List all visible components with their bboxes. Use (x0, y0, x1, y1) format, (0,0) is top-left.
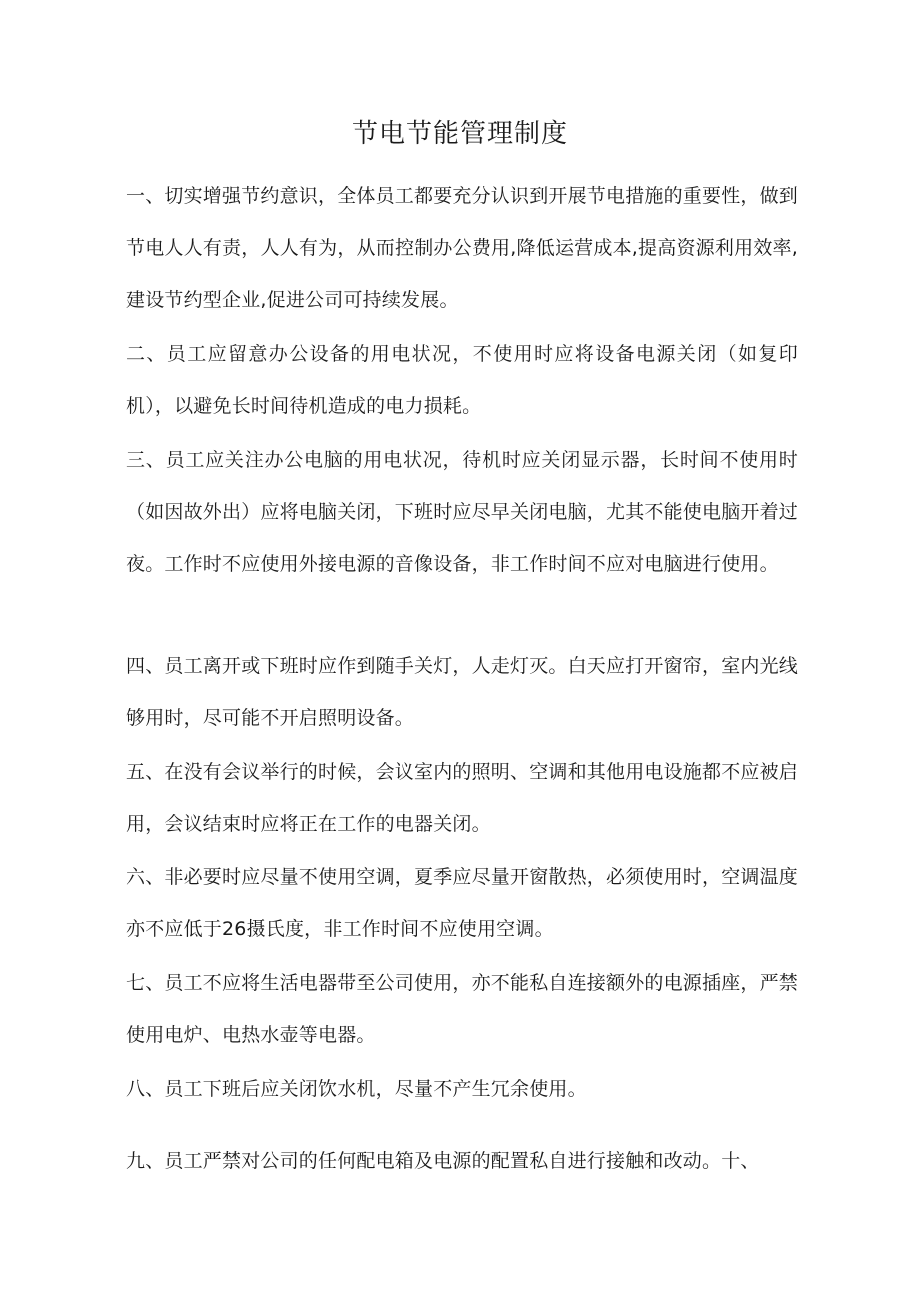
clause-4: 四、员工离开或下班时应作到随手关灯，人走灯灭。白天应打开窗帘，室内光线够用时，尽可能不开启照明设备。 (126, 655, 799, 729)
clause-8: 八、员工下班后应关闭饮水机，尽量不产生冗余使用。 (126, 1078, 587, 1100)
clause-7: 七、员工不应将生活电器带至公司使用，亦不能私自连接额外的电源插座，严禁使用电炉、电热水壶等电器。 (126, 972, 799, 1046)
clause-6: 六、非必要时应尽量不使用空调，夏季应尽量开窗散热，必须使用时，空调温度亦不应低于26摄氏度，非工作时间不应使用空调。 (126, 866, 799, 940)
clause-9: 九、员工严禁对公司的任何配电箱及电源的配置私自进行接触和改动。十、 (126, 1150, 760, 1172)
clause-1: 一、切实增强节约意识，全体员工都要充分认识到开展节电措施的重要性，做到节电人人有责，人人有为，从而控制办公费用,降低运营成本,提高资源利用效率,建设节约型企业,促进公司可持续发展。 (126, 185, 799, 311)
clause-2: 二、员工应留意办公设备的用电状况，不使用时应将设备电源关闭（如复印机），以避免长时间待机造成的电力损耗。 (126, 343, 798, 417)
document-title: 节电节能管理制度 (351, 119, 568, 149)
clause-5: 五、在没有会议举行的时候，会议室内的照明、空调和其他用电设施都不应被启用，会议结束时应将正在工作的电器关闭。 (126, 761, 799, 835)
clause-3: 三、员工应关注办公电脑的用电状况，待机时应关闭显示器，长时间不使用时（如因故外出）应将电脑关闭，下班时应尽早关闭电脑，尤其不能使电脑开着过夜。工作时不应使用外接电源的音像设备，非工作时间不应对电脑进行使用。 (126, 449, 799, 575)
